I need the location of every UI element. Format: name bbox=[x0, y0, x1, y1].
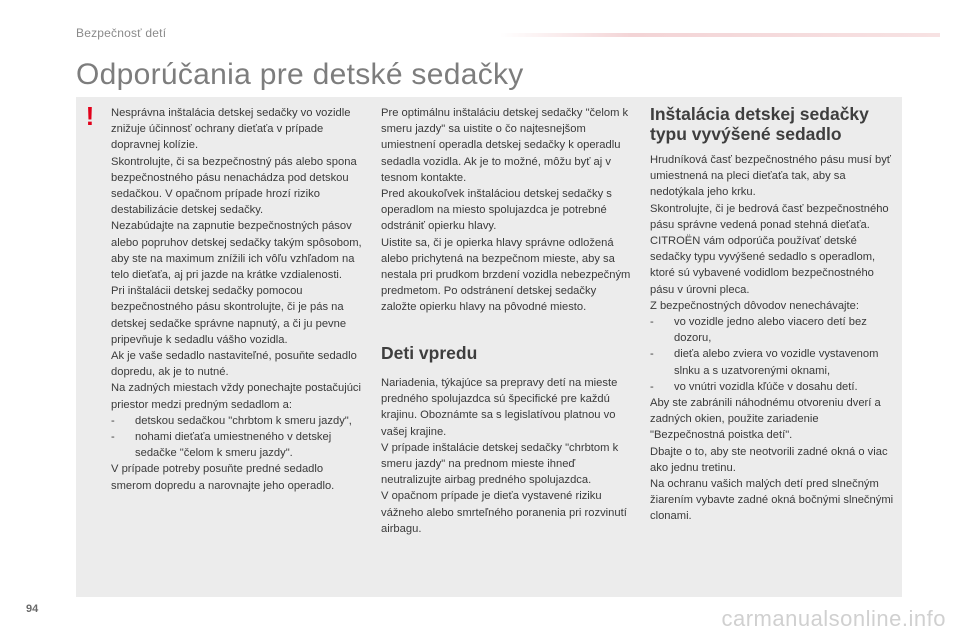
section-label: Bezpečnosť detí bbox=[76, 26, 167, 40]
paragraph: Ak je vaše sedadlo nastaviteľné, posuňte sedadlo dopredu, ak je to nutné. bbox=[111, 350, 357, 379]
column-deti bbox=[381, 375, 633, 537]
paragraph: Z bezpečnostných dôvodov nenechávajte: bbox=[650, 299, 859, 312]
paragraph: Skontrolujte, či sa bezpečnostný pás alebo spona bezpečnostného pásu nenachádza pod detskou sedačkou. V opačnom prípade hrozí riziko destabilizácie detskej sedačky. bbox=[111, 155, 357, 217]
header-rule bbox=[500, 33, 940, 37]
column-left bbox=[111, 105, 363, 494]
list-dash: - bbox=[650, 316, 654, 329]
paragraph: Na ochranu vašich malých detí pred slnečným žiarením vybavte zadné okná bočnými slnečnými clonami. bbox=[650, 478, 894, 523]
list-item-text: detskou sedačkou "chrbtom k smeru jazdy", bbox=[135, 414, 352, 427]
exclamation-icon: ! bbox=[85, 101, 95, 131]
list-item bbox=[111, 413, 363, 429]
column-middle bbox=[381, 105, 633, 316]
list-item-text: vo vozidle jedno alebo viacero detí bez dozoru, bbox=[674, 316, 867, 345]
paragraph: V prípade potreby posuňte predné sedadlo smerom dopredu a narovnajte jeho operadlo. bbox=[111, 463, 335, 492]
paragraph: Nesprávna inštalácia detskej sedačky vo vozidle znižuje účinnosť ochrany dieťaťa v prípade dopravnej kolízie. bbox=[111, 107, 351, 152]
list-item-text: dieťa alebo zviera vo vozidle vystavenom slnku a s uzatvorenými oknami, bbox=[674, 348, 879, 377]
paragraph: Uistite sa, či je opierka hlavy správne odložená alebo prichytená na bezpečnom mieste, aby sa nestala pri prudkom brzdení vozidla nebezpečným predmetom. Po odstránení detskej sedačky založte opierku hlavy na pôvodné miesto. bbox=[381, 236, 631, 314]
list-dash: - bbox=[111, 414, 115, 427]
watermark: carmanualsonline.info bbox=[721, 606, 946, 631]
page-title: Odporúčania pre detské sedačky bbox=[76, 58, 524, 91]
list-dash: - bbox=[111, 431, 115, 444]
list-item-text: nohami dieťaťa umiestneného v detskej sedačke "čelom k smeru jazdy". bbox=[135, 431, 332, 460]
list-item bbox=[650, 346, 896, 378]
paragraph: V prípade inštalácie detskej sedačky "chrbtom k smeru jazdy" na prednom mieste ihneď neutralizujte airbag predného spolujazdca. bbox=[381, 441, 619, 487]
paragraph: Aby ste zabránili náhodnému otvoreniu dverí a zadných okien, použite zariadenie "Bezpečnostná poistka detí". bbox=[650, 397, 881, 442]
paragraph: Nezabúdajte na zapnutie bezpečnostných pásov alebo popruhov detskej sedačky takým spôsobom, aby ste na maximum znížili ich vôľu vzhľadom na telo dieťaťa, aj pri jazde na krátke vzdialenosti. bbox=[111, 220, 362, 282]
paragraph: Pred akoukoľvek inštaláciou detskej sedačky s operadlom na miesto spolujazdca je potrebné odstrániť opierku hlavy. bbox=[381, 188, 612, 233]
heading-installation: Inštalácia detskej sedačky typu vyvýšené sedadlo bbox=[650, 104, 869, 144]
paragraph: Pri inštalácii detskej sedačky pomocou bezpečnostného pásu skontrolujte, či je pás na detskej sedačke správne napnutý, a či ju pevne pripevňuje k sedadlu vášho vozidla. bbox=[111, 285, 347, 346]
paragraph: Skontrolujte, či je bedrová časť bezpečnostného pásu správne vedená ponad stehná dieťaťa. bbox=[650, 202, 889, 231]
paragraph: Dbajte o to, aby ste neotvorili zadné okná o viac ako jednu tretinu. bbox=[650, 445, 888, 474]
heading-deti-vpredu: Deti vpredu bbox=[381, 343, 478, 363]
list-dash: - bbox=[650, 348, 654, 361]
paragraph: CITROËN vám odporúča používať detské sedačky typu vyvýšené sedadlo s operadlom, ktoré sú vybavené vodidlom bezpečnostného pásu v úrovni pleca. bbox=[650, 235, 876, 296]
paragraph: Nariadenia, týkajúce sa prepravy detí na mieste predného spolujazdca sú špecifické pre každú krajinu. Oboznámte sa s legislatívou platnou vo vašej krajine. bbox=[381, 377, 618, 438]
page-number: 94 bbox=[26, 603, 39, 615]
paragraph: V opačnom prípade je dieťa vystavené riziku vážneho alebo smrteľného poranenia pri rozvinutí airbagu. bbox=[381, 490, 627, 535]
list-item bbox=[111, 429, 363, 461]
list-item bbox=[650, 314, 896, 346]
paragraph: Hrudníková časť bezpečnostného pásu musí byť umiestnená na pleci dieťaťa tak, aby sa nedotýkala jeho krku. bbox=[650, 154, 891, 199]
list-dash: - bbox=[650, 380, 654, 393]
column-right bbox=[650, 152, 896, 525]
list-item bbox=[650, 379, 896, 395]
list-item-text: vo vnútri vozidla kľúče v dosahu detí. bbox=[674, 380, 858, 393]
paragraph: Pre optimálnu inštaláciu detskej sedačky "čelom k smeru jazdy" sa uistite o čo najtesnejšom umiestnení operadla detskej sedačky k operadlu sedadla vozidla. Ak je to možné, môžu byť aj v tesnom kontakte. bbox=[381, 107, 629, 184]
paragraph: Na zadných miestach vždy ponechajte postačujúci priestor medzi predným sedadlom a: bbox=[111, 382, 361, 411]
